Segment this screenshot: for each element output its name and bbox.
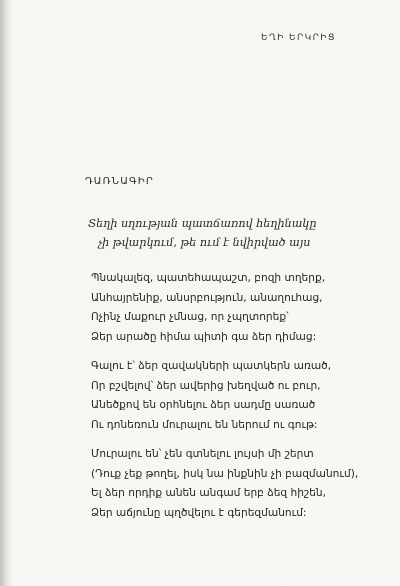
verse-line: Ու դոնեռուն մուրալու են ներում ու գութ: [91,418,318,431]
verse-line: Անհայրենիք, անսրբություն, անաղուհաց, [91,291,323,304]
verse-line: Անեծքով են օրհնելու ձեր սադմը սառած [91,399,316,411]
verse-line: Ձեր աճյունը պղծվելու է գերեզմանում: [91,506,307,519]
epigraph-line: Տեղի սղության պատճառով հեղինակը [88,217,317,230]
verse-line: Որ բշվելով՝ ձեր ավերից խեղված ու բուր, [91,379,321,392]
poem-stanza-1 [91,269,325,347]
poem-stanza-2 [91,357,331,435]
verse-line: Ել ձեր որդիք անեն անգամ երբ ձեզ հիշեն, [91,487,327,499]
epigraph-line: չի թվարկում, թե ում է նվիրված այս [98,236,311,249]
verse-line: Ոչինչ մաքուր չմնաց, որ չպղտորեք՝ [91,311,289,323]
verse-line: Պնակալեզ, պատեհապաշտ, բոզի տղերք, [91,272,326,284]
poem-title: ԴԱՌՆԱԳԻՐ [85,176,155,187]
verse-line: (Դուք չեք թողել, իսկ նա ինքնին չի բազմանում), [91,467,359,480]
running-head: ԵՂԻ ԵՐԿՐԻՑ [260,33,336,43]
poem-epigraph [88,214,316,252]
page-binding-shadow [0,0,10,586]
poem-stanza-3 [91,445,358,523]
verse-line: Մուրալու են՝ չեն գտնելու լույսի մի շերտ [91,448,314,460]
verse-line: Ձեր արածը հիմա պիտի գա ձեր դիմաց: [91,330,317,343]
verse-line: Գալու է՝ ձեր զավակների պատկերն առած, [91,360,332,372]
